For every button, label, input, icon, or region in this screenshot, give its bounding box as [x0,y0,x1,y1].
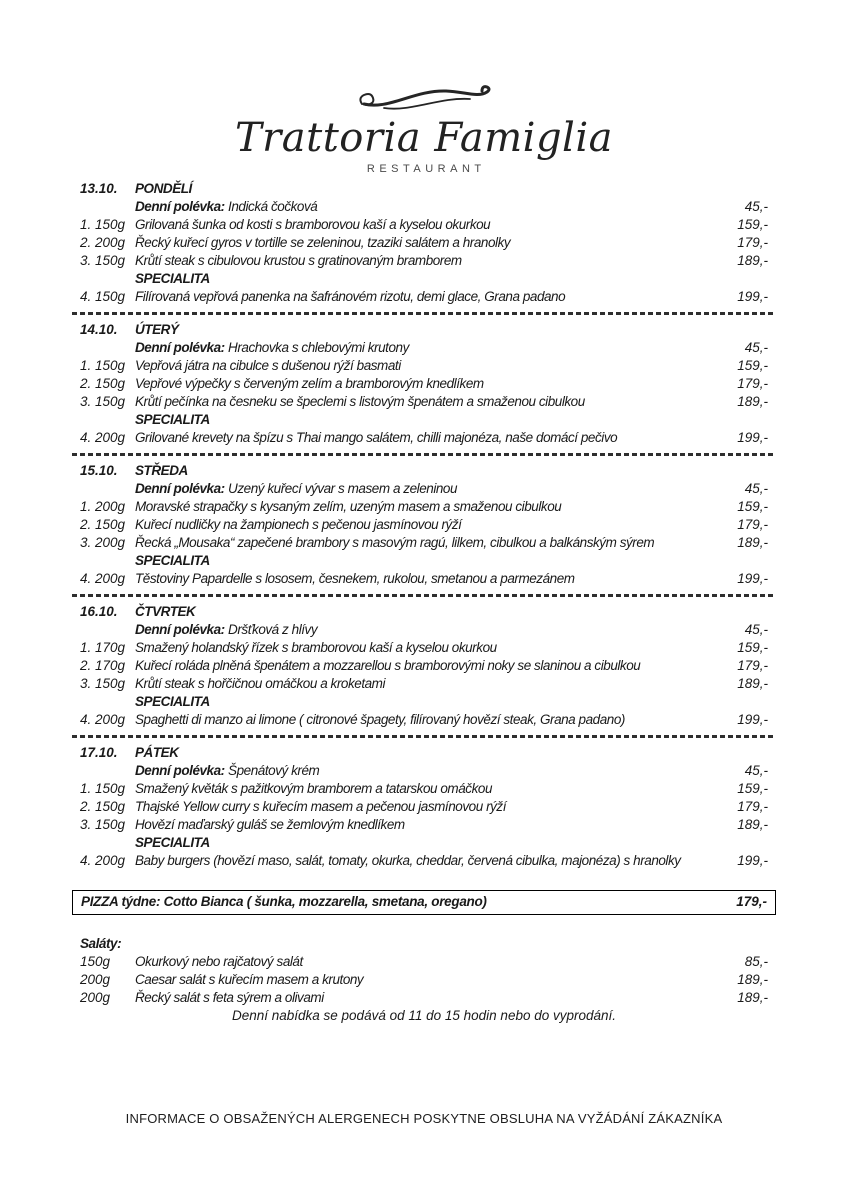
special-item-row [72,852,776,870]
item-price: 189,- [737,676,768,691]
day-section [72,462,776,597]
pizza-label: PIZZA týdne: Cotto Bianca ( šunka, mozzarella, smetana, oregano) [81,894,487,909]
item-price: 189,- [737,817,768,832]
salad-weight: 200g [80,990,111,1005]
day-name: PONDĚLÍ [135,181,192,196]
specialita-label: SPECIALITA [135,412,210,427]
soup-name: Uzený kuřecí vývar s masem a zeleninou [228,481,458,496]
item-number: 2. 150g [80,517,126,532]
salads-header [72,935,776,953]
item-price: 179,- [737,799,768,814]
day-date: 14.10. [80,322,118,337]
special-item-row [72,288,776,306]
item-description: Krůtí steak s hořčičnou omáčkou a kroketami [135,676,386,691]
item-number: 2. 170g [80,658,126,673]
restaurant-logo [0,0,848,177]
menu-item-row [72,393,776,411]
specialita-header [72,411,776,429]
item-price: 179,- [737,658,768,673]
item-number: 2. 150g [80,799,126,814]
item-description: Spaghetti di manzo ai limone ( citronové špagety, filírovaný hovězí steak, Grana padano) [135,712,625,727]
menu-item-row [72,798,776,816]
item-number: 1. 150g [80,217,126,232]
item-price: 199,- [737,712,768,727]
soup-name: Hrachovka s chlebovými krutony [228,340,409,355]
specialita-label: SPECIALITA [135,694,210,709]
salad-price: 85,- [744,954,768,969]
weekly-menu [72,180,776,1025]
day-header [72,180,776,198]
item-description: Vepřové výpečky s červeným zelím a bramborovým knedlíkem [135,376,484,391]
item-description: Smažený holandský řízek s bramborovou kaší a kyselou okurkou [135,640,497,655]
salad-row [72,953,776,971]
menu-item-row [72,498,776,516]
item-number: 4. 200g [80,712,126,727]
day-name: PÁTEK [135,745,179,760]
item-number: 4. 200g [80,571,126,586]
item-description: Grilovaná šunka od kosti s bramborovou kaší a kyselou okurkou [135,217,491,232]
day-name: ÚTERÝ [135,322,179,337]
item-number: 1. 150g [80,358,126,373]
special-item-row [72,570,776,588]
allergen-notice: INFORMACE O OBSAŽENÝCH ALERGENECH POSKYTNE OBSLUHA NA VYŽÁDÁNÍ ZÁKAZNÍKA [125,1111,723,1126]
item-price: 159,- [737,781,768,796]
salads-section [72,935,776,1025]
salad-description: Řecký salát s feta sýrem a olivami [135,990,324,1005]
item-price: 179,- [737,235,768,250]
item-price: 189,- [737,253,768,268]
item-price: 159,- [737,499,768,514]
specialita-header [72,552,776,570]
item-number: 3. 200g [80,535,126,550]
soup-name: Dršťková z hlívy [228,622,318,637]
specialita-label: SPECIALITA [135,553,210,568]
item-price: 189,- [737,394,768,409]
pizza-price: 179,- [736,894,767,909]
item-number: 3. 150g [80,676,126,691]
item-price: 179,- [737,376,768,391]
soup-label: Denní polévka: [135,763,225,778]
day-name: ČTVRTEK [135,604,196,619]
item-description: Filírovaná vepřová panenka na šafránovém rizotu, demi glace, Grana padano [135,289,566,304]
specialita-label: SPECIALITA [135,835,210,850]
soup-label: Denní polévka: [135,199,225,214]
day-date: 15.10. [80,463,118,478]
item-description: Krůtí pečínka na česneku se špeclemi s listovým špenátem a smaženou cibulkou [135,394,585,409]
item-number: 2. 150g [80,376,126,391]
item-description: Moravské strapačky s kysaným zelím, uzeným masem a smaženou cibulkou [135,499,562,514]
soup-label: Denní polévka: [135,622,225,637]
soup-name: Špenátový krém [228,763,320,778]
item-price: 159,- [737,358,768,373]
item-description: Vepřová játra na cibulce s dušenou rýží basmati [135,358,401,373]
item-number: 1. 200g [80,499,126,514]
salad-description: Okurkový nebo rajčatový salát [135,954,303,969]
menu-item-row [72,657,776,675]
menu-item-row [72,516,776,534]
item-description: Krůtí steak s cibulovou krustou s gratinovaným bramborem [135,253,462,268]
item-description: Kuřecí roláda plněná špenátem a mozzarellou s bramborovými noky se slaninou a cibulkou [135,658,641,673]
menu-item-row [72,534,776,552]
day-sections [72,180,776,870]
soup-row [72,621,776,639]
menu-item-row [72,252,776,270]
item-number: 4. 150g [80,289,126,304]
soup-price: 45,- [744,199,768,214]
item-price: 159,- [737,640,768,655]
specialita-header [72,693,776,711]
item-number: 4. 200g [80,853,126,868]
item-description: Těstoviny Papardelle s lososem, česnekem, rukolou, smetanou a parmezánem [135,571,575,586]
specialita-label: SPECIALITA [135,271,210,286]
salad-price: 189,- [737,972,768,987]
item-number: 3. 150g [80,394,126,409]
item-description: Kuřecí nudličky na žampionech s pečenou jasmínovou rýží [135,517,462,532]
day-date: 13.10. [80,181,118,196]
day-header [72,462,776,480]
menu-item-row [72,780,776,798]
menu-item-row [72,357,776,375]
salad-price: 189,- [737,990,768,1005]
item-number: 2. 200g [80,235,126,250]
soup-price: 45,- [744,622,768,637]
day-header [72,603,776,621]
item-description: Grilované krevety na špízu s Thai mango salátem, chilli majonéza, naše domácí pečivo [135,430,618,445]
soup-label: Denní polévka: [135,340,225,355]
item-price: 199,- [737,289,768,304]
item-price: 159,- [737,217,768,232]
day-header [72,321,776,339]
specialita-header [72,834,776,852]
special-item-row [72,711,776,729]
menu-item-row [72,639,776,657]
item-description: Hovězí maďarský guláš se žemlovým knedlíkem [135,817,405,832]
menu-item-row [72,816,776,834]
day-header [72,744,776,762]
salad-weight: 200g [80,972,111,987]
item-number: 3. 150g [80,817,126,832]
item-number: 4. 200g [80,430,126,445]
item-price: 189,- [737,535,768,550]
item-number: 1. 170g [80,640,126,655]
day-separator [72,312,776,315]
salad-row [72,989,776,1007]
salad-row [72,971,776,989]
item-price: 199,- [737,571,768,586]
serving-note: Denní nabídka se podává od 11 do 15 hodin nebo do vyprodání. [231,1008,617,1023]
salad-weight: 150g [80,954,111,969]
item-description: Baby burgers (hovězí maso, salát, tomaty, okurka, cheddar, červená cibulka, majonéza) s hranolky [135,853,681,868]
day-separator [72,453,776,456]
menu-item-row [72,675,776,693]
item-price: 199,- [737,853,768,868]
item-number: 3. 150g [80,253,126,268]
day-date: 16.10. [80,604,118,619]
menu-item-row [72,216,776,234]
restaurant-name: Trattoria Famiglia [234,115,613,161]
item-description: Smažený květák s pažitkovým bramborem a tatarskou omáčkou [135,781,493,796]
soup-row [72,339,776,357]
item-description: Thajské Yellow curry s kuřecím masem a pečenou jasmínovou rýží [135,799,507,814]
soup-label: Denní polévka: [135,481,225,496]
soup-row [72,198,776,216]
day-separator [72,594,776,597]
soup-name: Indická čočková [228,199,318,214]
item-price: 199,- [737,430,768,445]
day-section [72,744,776,870]
day-date: 17.10. [80,745,118,760]
restaurant-subtitle: RESTAURANT [366,163,486,175]
special-item-row [72,429,776,447]
day-name: STŘEDA [135,463,188,478]
flourish-icon [354,83,494,115]
soup-price: 45,- [744,763,768,778]
menu-item-row [72,234,776,252]
soup-price: 45,- [744,340,768,355]
item-number: 1. 150g [80,781,126,796]
pizza-of-week [72,890,776,915]
soup-row [72,480,776,498]
day-separator [72,735,776,738]
day-section [72,603,776,738]
item-price: 179,- [737,517,768,532]
item-description: Řecká „Mousaka“ zapečené brambory s masovým ragú, lilkem, cibulkou a balkánským sýrem [135,535,655,550]
day-section [72,321,776,456]
salad-description: Caesar salát s kuřecím masem a krutony [135,972,364,987]
day-section [72,180,776,315]
soup-price: 45,- [744,481,768,496]
menu-item-row [72,375,776,393]
specialita-header [72,270,776,288]
salads-title: Saláty: [80,936,122,951]
soup-row [72,762,776,780]
item-description: Řecký kuřecí gyros v tortille se zeleninou, tzaziki salátem a hranolky [135,235,511,250]
